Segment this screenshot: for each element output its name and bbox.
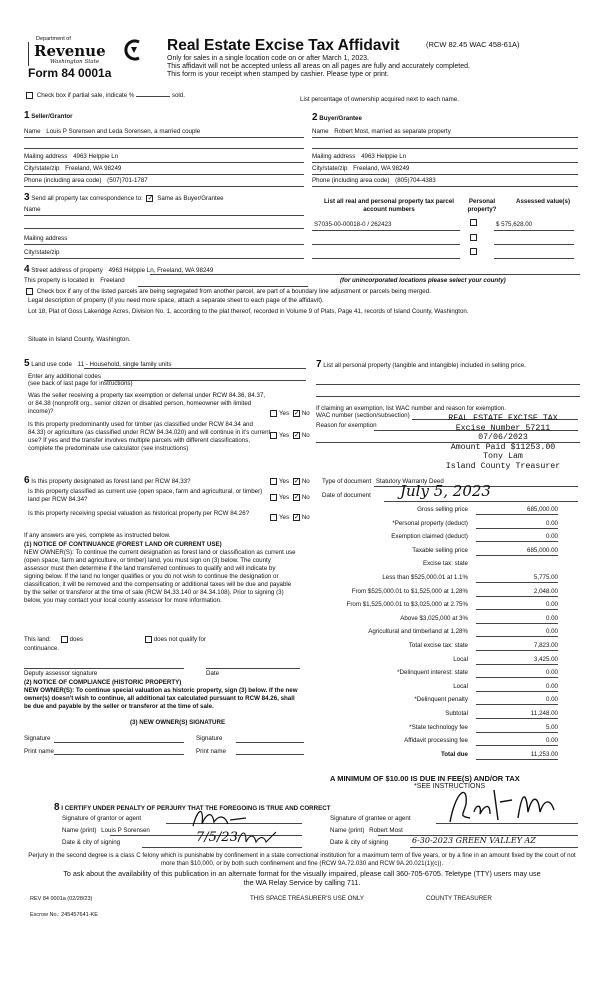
- personal-checkbox-2[interactable]: [470, 234, 477, 241]
- header-line2: This affidavit will not be accepted unless all areas on all pages are fully and accurately completed.: [167, 63, 470, 70]
- tax-row-label: Less than $525,000.01 at 1.1%: [382, 574, 468, 581]
- tax-row: [330, 724, 558, 733]
- dept-revenue: Revenue: [34, 42, 106, 60]
- timber-question: Is this property predominantly used for timber (as classified under RCW 84.34 and 84.33) or agriculture (as classified under RCW 84.34.020) and will continue in it's current use? If yes and the transfer involves multiple parcels with different classifications, complete the predominate use calculator (see instructions): [28, 421, 271, 453]
- exemption-no-checkbox[interactable]: ✓: [293, 410, 300, 417]
- tax-row-label: Total due: [440, 750, 468, 758]
- assessed-value-1[interactable]: $ 575,628.00: [496, 221, 533, 228]
- escrow-number: Escrow No.: 245457641-KE: [30, 912, 98, 918]
- personal-checkbox-3[interactable]: [470, 248, 477, 255]
- tax-row: [330, 560, 558, 569]
- tax-row: [330, 642, 558, 651]
- reason-label: Reason for exemption: [316, 422, 377, 429]
- deputy-date-label: Date: [206, 670, 220, 677]
- grantor-name-field[interactable]: Louis P Sorensen: [101, 827, 150, 834]
- tax-row-amount[interactable]: 0.00: [476, 628, 558, 637]
- seller-name-field[interactable]: Louis P Sorensen and Leda Sorensen, a married couple: [46, 128, 201, 135]
- revenue-emblem-icon: [122, 39, 142, 61]
- tax-row-label: *State technology fee: [409, 723, 468, 731]
- tax-row-label: From $525,000.01 to $1,525,000 at 1.28%: [351, 587, 468, 595]
- tax-row-amount[interactable]: 2,048.00: [476, 588, 558, 597]
- grantee-name-field[interactable]: Robert Most: [369, 827, 403, 834]
- forest-question: 6 Is this property designated as forest land per RCW 84.33?: [24, 475, 191, 486]
- tax-row-amount[interactable]: 5,775.00: [476, 574, 558, 583]
- see-back-label: (see back of last page for instructions): [28, 380, 133, 387]
- notice3-title: (3) NEW OWNER(S) SIGNATURE: [130, 719, 226, 726]
- correspondence-row: 3 Send all property tax correspondence to: ✓ Same as Buyer/Grantee: [24, 192, 224, 203]
- seller-city-row: City/state/zip Freeland, WA 98249: [24, 165, 122, 172]
- seller-phone-field[interactable]: (507)701-1787: [107, 177, 148, 184]
- tax-row-label: Taxable selling price: [412, 546, 468, 554]
- buyer-mail-field[interactable]: 4963 Helppie Ln: [361, 153, 407, 160]
- corr-mail-label: Mailing address: [24, 235, 68, 242]
- grantor-sig-row: Signature of grantor or agent: [62, 815, 142, 822]
- tax-row-label: Gross selling price: [417, 506, 468, 513]
- tax-row-amount[interactable]: 0.00: [476, 601, 558, 610]
- seller-phone-row: Phone (including area code) (507)701-1787: [24, 177, 148, 184]
- tax-row-label: Excise tax: state: [422, 560, 468, 568]
- grantee-date-field[interactable]: 6-30-2023 GREEN VALLEY AZ: [412, 836, 536, 845]
- notice1-body: NEW OWNER(S): To continue the current designation as forest land or classification as current use (open space, farm and agriculture, or timber) land, you must sign on (3) below. The county assessor must then determine if the land transferred continues to qualify and will indicate by signing below. If the land no longer qualifies or you do not wish to continue the designation or classification, it will be removed and the compensating or additional taxes will be due and payable by the seller or transferor at the time of sale (RCW 84.33.140 or 84.34.108). Prior to signing (3) below, you may contact your local county assessor for more information.: [24, 549, 296, 605]
- certify-heading: 8 I CERTIFY UNDER PENALTY OF PERJURY THAT THE FOREGOING IS TRUE AND CORRECT: [54, 802, 331, 813]
- tax-row: [330, 520, 558, 529]
- tax-row-amount[interactable]: 5.00: [476, 724, 558, 733]
- boundary-checkbox[interactable]: [26, 288, 33, 295]
- perjury-statement: Perjury in the second degree is a class C felony which is punishable by confinement in a state correctional institution for a maximum term of five years, or by a fine in an amount fixed by the court of not more than $10,000, or by both such confinement and fine (RCW 9A.72.030 and RCW 9A.20.021(1)(c)).: [28, 852, 576, 868]
- grantor-name-row: Name (print) Louis P Sorensen: [62, 827, 150, 834]
- timber-yes-checkbox[interactable]: [270, 432, 277, 439]
- tax-row-amount[interactable]: 0.00: [476, 737, 558, 746]
- current-use-yes-checkbox[interactable]: [270, 494, 277, 501]
- tax-row: [330, 506, 558, 515]
- tax-row-label: From $1,525,000.01 to $3,025,000 at 2.75%: [346, 601, 468, 609]
- grantor-date-row: Date & city of signing: [62, 839, 121, 846]
- buyer-city-field[interactable]: Freeland, WA 98249: [353, 165, 410, 172]
- buyer-phone-field[interactable]: (805)704-4383: [395, 177, 436, 184]
- deputy-sig-label: Deputy assessor signature: [24, 670, 98, 677]
- see-instructions-note: *SEE INSTRUCTIONS: [414, 783, 486, 790]
- partial-sale-label: Check box if partial sale, indicate %: [36, 92, 135, 100]
- county-treasurer: COUNTY TREASURER: [426, 895, 492, 902]
- treasurer-stamp: REAL ESTATE EXCISE TAX Excise Number 57211 07/06/2023 Amount Paid $11253.00 Tony Lam Island County Treasurer: [445, 414, 561, 471]
- tax-row-amount[interactable]: 685,000.00: [476, 547, 558, 556]
- tax-row-label: Local: [453, 655, 468, 663]
- current-use-question: Is this property classified as current use (open space, farm and agricultural, or timber) land per RCW 84.34?: [28, 488, 263, 504]
- parcel-col-header: List all real and personal property tax parcel account numbers: [324, 198, 454, 213]
- partial-sale-row: [24, 92, 185, 100]
- property-address-field[interactable]: 4963 Helppie Ln, Freeland, WA 98249: [108, 267, 214, 274]
- exemption-yes-checkbox[interactable]: [270, 410, 277, 417]
- buyer-mail-row: Mailing address 4963 Helppie Ln: [312, 153, 407, 160]
- seller-name-row: Name Louis P Sorensen and Leda Sorensen, a married couple: [24, 128, 201, 135]
- notice2-body: NEW OWNER(S): To continue special valuation as historic property, sign (3) below. If the new owner(s) doesn't wish to continue, all additional tax calculated pursuant to RCW 84.26, shall be due and payable by the seller or transferor at the time of sale.: [24, 687, 298, 711]
- tax-row: [330, 615, 558, 624]
- forest-yes-checkbox[interactable]: [270, 478, 277, 485]
- tax-row: [330, 751, 558, 760]
- wac-claim-label: If claiming an exemption, list WAC number and reason for exemption.: [316, 405, 506, 412]
- continuance-label: continuance.: [24, 645, 60, 652]
- historic-no-checkbox[interactable]: ✓: [293, 514, 300, 521]
- tax-row-amount[interactable]: 0.00: [476, 696, 558, 705]
- doc-date-field[interactable]: July 5, 2023: [400, 482, 491, 500]
- tax-row-label: *Personal property (deduct): [392, 519, 468, 527]
- treasurer-use-only: THIS SPACE TREASURER'S USE ONLY: [250, 895, 364, 902]
- tax-row-amount[interactable]: 3,425.00: [476, 656, 558, 665]
- form-title: Real Estate Excise Tax Affidavit: [167, 37, 400, 54]
- tax-row-label: Affidavit processing fee: [404, 737, 468, 745]
- tax-row: [330, 656, 558, 665]
- legal-description[interactable]: Lot 18, Plat of Goss Lakeridge Acres, Division No. 1, according to the plat thereof, recorded in Volume 9 of Plats, Page 41, records of Island County, Washington.: [28, 308, 469, 315]
- corr-name-label: Name: [24, 206, 41, 213]
- tax-row-amount[interactable]: 0.00: [476, 683, 558, 692]
- personal-property-label: 7 List all personal property (tangible and intangible) included in selling price.: [316, 359, 526, 370]
- grantee-name-row: Name (print) Robert Most: [330, 827, 403, 834]
- does-checkbox[interactable]: [61, 636, 68, 643]
- tax-row-amount[interactable]: 7,823.00: [476, 642, 558, 651]
- grantee-sig-row: Signature of grantee or agent: [330, 815, 411, 822]
- minimum-fee-note: A MINIMUM OF $10.00 IS DUE IN FEE(S) AND/OR TAX: [330, 774, 520, 783]
- list-pct-note: List percentage of ownership acquired next to each name.: [300, 96, 459, 103]
- personal-col-header: Personal property?: [467, 198, 497, 213]
- tax-row-amount[interactable]: 0.00: [476, 669, 558, 678]
- tax-row-label: *Delinquent interest: state: [397, 669, 468, 677]
- tax-row: [330, 737, 558, 746]
- seller-mail-field[interactable]: 4963 Helppie Ln: [73, 153, 119, 160]
- corr-city-label: City/state/zip: [24, 249, 60, 256]
- form-number: Form 84 0001a: [28, 66, 112, 80]
- timber-yes-no: Yes ✓ No: [268, 432, 310, 440]
- this-land-row: This land: does does not qualify for: [24, 636, 207, 644]
- tax-row-amount[interactable]: 0.00: [476, 615, 558, 624]
- land-use-row: 5 Land use code 11 - Household, single family units: [24, 358, 172, 369]
- owner-print-label-1: Print name: [24, 748, 54, 755]
- grantor-signature-image: [190, 804, 250, 830]
- tax-row-amount[interactable]: 0.00: [476, 533, 558, 542]
- tax-row-label: Agricultural and timberland at 1.28%: [368, 628, 468, 636]
- forest-no-checkbox[interactable]: ✓: [293, 478, 300, 485]
- exemption-question: Was the seller receiving a property tax exemption or deferral under RCW 84.36, 84.37, or 84.38 (nonprofit org., senior citizen or disabled person, homeowner with limited income)?: [28, 392, 266, 416]
- partial-sale-checkbox[interactable]: [26, 92, 33, 99]
- uninc-note: (for unincorporated locations please select your county): [340, 277, 506, 284]
- availability-statement: To ask about the availability of this publication in an alternate format for the visually impaired, please call 360-705-6705. Teletype (TTY) users may use the WA Relay Service by calling 711.: [63, 869, 541, 888]
- land-use-field[interactable]: 11 - Household, single family units: [77, 361, 172, 368]
- wac-number-label: WAC number (section/subsection): [316, 412, 410, 419]
- located-row: This property is located in Freeland: [24, 277, 125, 284]
- tax-row-amount[interactable]: 11,248.00: [476, 710, 558, 719]
- historic-question: Is this property receiving special valuation as historical property per RCW 84.26?: [28, 510, 250, 517]
- buyer-name-field[interactable]: Robert Most, married as separate property: [334, 128, 451, 135]
- owner-sig-label-1: Signature: [24, 735, 51, 742]
- tax-row-label: Exemption claimed (deduct): [391, 533, 468, 541]
- tax-row-amount[interactable]: 11,253.00: [476, 751, 558, 760]
- tax-row: [330, 547, 558, 556]
- parcel-number-1[interactable]: S7035-00-00018-0 / 262423: [314, 221, 392, 228]
- partial-pct-field[interactable]: [136, 96, 170, 97]
- tax-row: [330, 588, 558, 597]
- doc-type-row: Type of document Statutory Warranty Deed: [322, 478, 444, 485]
- tax-row-label: *Delinquent penalty: [414, 696, 468, 704]
- tax-row: [330, 601, 558, 610]
- timber-no-checkbox[interactable]: ✓: [293, 432, 300, 439]
- partial-sold-label: sold.: [171, 92, 185, 100]
- personal-checkbox-1[interactable]: [470, 219, 477, 226]
- buyer-city-row: City/state/zip Freeland, WA 98249: [312, 165, 410, 172]
- owner-print-label-2: Print name: [196, 748, 226, 755]
- situate-text: Situate in Island County, Washington.: [28, 336, 131, 343]
- does-not-checkbox[interactable]: [145, 636, 152, 643]
- tax-row: [330, 628, 558, 637]
- form-rcw: (RCW 82.45 WAC 458-61A): [426, 40, 520, 49]
- if-yes-note: If any answers are yes, complete as instructed below.: [24, 532, 171, 539]
- buyer-heading: 2 Buyer/Grantee: [312, 112, 362, 123]
- tax-row: [330, 696, 558, 705]
- dept-line1: Department of: [36, 36, 71, 42]
- current-use-yes-no: Yes ✓ No: [268, 494, 310, 502]
- historic-yes-no: Yes ✓ No: [268, 514, 310, 522]
- assessed-col-header: Assessed value(s): [516, 198, 570, 205]
- dept-state: Washington State: [50, 59, 100, 65]
- seller-heading: 1 Seller/Grantor: [24, 110, 73, 121]
- tax-row: [330, 533, 558, 542]
- notice2-title: (2) NOTICE OF COMPLIANCE (HISTORIC PROPERTY): [24, 679, 182, 686]
- doc-type-field[interactable]: Statutory Warranty Deed: [375, 478, 444, 485]
- header-line1: Only for sales in a single location code on or after March 1, 2023.: [167, 55, 369, 62]
- grantor-date-field[interactable]: 7/5/23: [196, 830, 238, 845]
- tax-row: [330, 710, 558, 719]
- header-line3: This form is your receipt when stamped by cashier. Please type or print.: [167, 71, 389, 78]
- rev-number: REV 84 0001a (02/28/23): [30, 896, 93, 902]
- grantee-date-row: Date & city of signing: [330, 839, 389, 846]
- grantor-city-scribble: [236, 828, 280, 846]
- seller-mail-row: Mailing address 4963 Helppie Ln: [24, 153, 119, 160]
- tax-row-label: Subtotal: [445, 710, 468, 717]
- buyer-name-row: Name Robert Most, married as separate property: [312, 128, 451, 135]
- current-use-no-checkbox[interactable]: ✓: [293, 494, 300, 501]
- notice1-title: (1) NOTICE OF CONTINUANCE (FOREST LAND OR CURRENT USE): [24, 541, 222, 548]
- exemption-yes-no: Yes ✓ No: [268, 410, 310, 418]
- tax-row-amount[interactable]: 685,000.00: [476, 506, 558, 515]
- tax-row: [330, 683, 558, 692]
- forest-yes-no: Yes ✓ No: [268, 478, 310, 486]
- tax-row-label: Above $3,025,000 at 3%: [400, 614, 468, 622]
- tax-row: [330, 574, 558, 583]
- buyer-phone-row: Phone (including area code) (805)704-4383: [312, 177, 436, 184]
- historic-yes-checkbox[interactable]: [270, 514, 277, 521]
- seller-city-field[interactable]: Freeland, WA 98249: [65, 165, 122, 172]
- tax-row-label: Local: [453, 682, 468, 690]
- tax-row: [330, 669, 558, 678]
- additional-codes-label: Enter any additional codes: [28, 373, 101, 380]
- grantee-signature-image: [446, 782, 562, 828]
- doc-date-label: Date of document: [322, 492, 371, 499]
- tax-row-label: Total excise tax: state: [408, 642, 468, 649]
- legal-label: Legal description of property (if you need more space, attach a separate sheet to each page of the affidavit).: [28, 297, 324, 304]
- boundary-row: Check box if any of the listed parcels are being segregated from another parcel, are part of a boundary line adjustment or parcels being merged.: [24, 288, 431, 296]
- owner-sig-label-2: Signature: [196, 735, 223, 742]
- property-address-row: 4 Street address of property 4963 Helppie Ln, Freeland, WA 98249: [24, 264, 214, 275]
- same-as-buyer-checkbox[interactable]: ✓: [147, 194, 154, 202]
- tax-row-amount[interactable]: 0.00: [476, 520, 558, 529]
- located-field[interactable]: Freeland: [100, 277, 125, 284]
